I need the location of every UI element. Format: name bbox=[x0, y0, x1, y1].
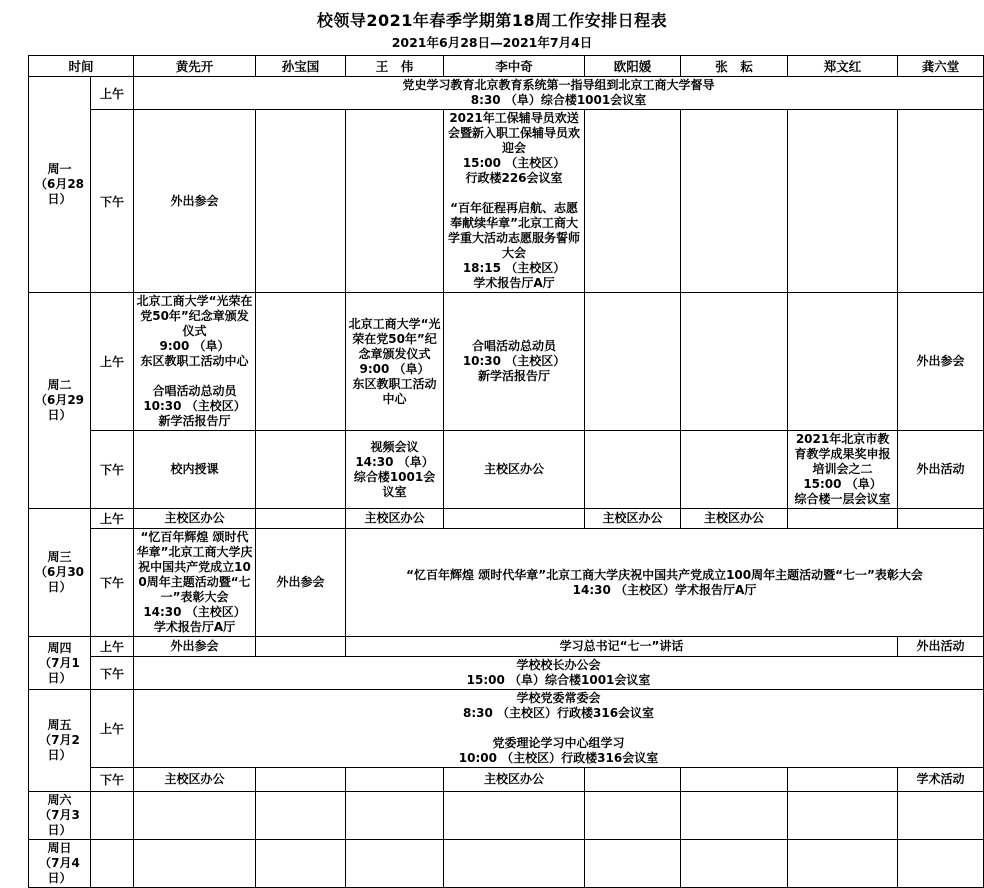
schedule-cell: “忆百年辉煌 颂时代华章”北京工商大学庆祝中国共产党成立100周年主题活动暨“七一”表彰大会 14:30 （主校区）学术报告厅A厅 bbox=[346, 529, 984, 637]
schedule-cell bbox=[788, 293, 898, 431]
schedule-cell bbox=[444, 509, 585, 529]
schedule-cell bbox=[788, 509, 898, 529]
schedule-cell: 合唱活动总动员 10:30 （主校区） 新学活报告厅 bbox=[444, 293, 585, 431]
header-cell-leader: 王 伟 bbox=[346, 56, 444, 77]
schedule-row bbox=[29, 293, 984, 431]
schedule-row bbox=[29, 431, 984, 509]
schedule-cell: 党史学习教育北京教育系统第一指导组到北京工商大学督导 8:30 （阜）综合楼1001会议室 bbox=[134, 77, 984, 110]
schedule-cell: 外出活动 bbox=[898, 637, 984, 657]
time-of-day-cell: 下午 bbox=[91, 529, 134, 637]
schedule-cell bbox=[585, 792, 681, 840]
schedule-cell: “忆百年辉煌 颂时代华章”北京工商大学庆祝中国共产党成立100周年主题活动暨“七一”表彰大会 14:30 （主校区） 学术报告厅A厅 bbox=[134, 529, 256, 637]
schedule-cell: 主校区办公 bbox=[444, 768, 585, 792]
time-of-day-cell: 上午 bbox=[91, 690, 134, 768]
schedule-page bbox=[0, 8, 984, 885]
day-cell: 周六 （7月3日） bbox=[29, 792, 91, 840]
schedule-cell: 学习总书记“七一”讲话 bbox=[346, 637, 898, 657]
schedule-cell: 校内授课 bbox=[134, 431, 256, 509]
time-of-day-cell: 上午 bbox=[91, 509, 134, 529]
header-cell-leader: 张 耘 bbox=[681, 56, 788, 77]
time-of-day-cell: 上午 bbox=[91, 77, 134, 110]
schedule-cell bbox=[681, 792, 788, 840]
schedule-row bbox=[29, 768, 984, 792]
schedule-cell bbox=[898, 792, 984, 840]
schedule-cell: 学校党委常委会 8:30 （主校区）行政楼316会议室 党委理论学习中心组学习 10:00 （主校区）行政楼316会议室 bbox=[134, 690, 984, 768]
time-of-day-cell: 下午 bbox=[91, 110, 134, 293]
schedule-cell bbox=[134, 840, 256, 888]
schedule-cell bbox=[898, 840, 984, 888]
schedule-row bbox=[29, 657, 984, 690]
schedule-cell bbox=[681, 840, 788, 888]
schedule-cell bbox=[898, 110, 984, 293]
schedule-cell: 主校区办公 bbox=[585, 509, 681, 529]
schedule-cell bbox=[898, 509, 984, 529]
header-cell-leader: 李中奇 bbox=[444, 56, 585, 77]
day-cell: 周三 （6月30日） bbox=[29, 509, 91, 637]
schedule-cell bbox=[256, 293, 346, 431]
schedule-row bbox=[29, 77, 984, 110]
schedule-row bbox=[29, 637, 984, 657]
header-cell-leader: 孙宝国 bbox=[256, 56, 346, 77]
schedule-cell bbox=[346, 792, 444, 840]
header-cell-time: 时间 bbox=[29, 56, 134, 77]
schedule-cell bbox=[585, 840, 681, 888]
schedule-row bbox=[29, 792, 984, 840]
header-cell-leader: 欧阳媛 bbox=[585, 56, 681, 77]
schedule-cell: 外出参会 bbox=[256, 529, 346, 637]
schedule-cell bbox=[346, 768, 444, 792]
schedule-cell bbox=[256, 509, 346, 529]
schedule-cell bbox=[788, 110, 898, 293]
schedule-cell bbox=[585, 293, 681, 431]
schedule-cell bbox=[346, 110, 444, 293]
schedule-cell bbox=[681, 110, 788, 293]
schedule-cell: 主校区办公 bbox=[134, 768, 256, 792]
time-of-day-cell bbox=[91, 840, 134, 888]
schedule-cell: 2021年北京市教育教学成果奖申报培训会之二 15:00 （阜） 综合楼一层会议室 bbox=[788, 431, 898, 509]
schedule-cell bbox=[681, 768, 788, 792]
schedule-body bbox=[29, 77, 984, 888]
schedule-cell bbox=[585, 768, 681, 792]
schedule-cell bbox=[256, 792, 346, 840]
header-cell-leader: 黄先开 bbox=[134, 56, 256, 77]
schedule-row bbox=[29, 840, 984, 888]
schedule-cell bbox=[256, 110, 346, 293]
time-of-day-cell bbox=[91, 792, 134, 840]
schedule-cell bbox=[256, 840, 346, 888]
schedule-cell: 学校校长办公会 15:00 （阜）综合楼1001会议室 bbox=[134, 657, 984, 690]
schedule-cell: 视频会议 14:30 （阜） 综合楼1001会议室 bbox=[346, 431, 444, 509]
schedule-row bbox=[29, 110, 984, 293]
schedule-cell bbox=[444, 840, 585, 888]
schedule-cell bbox=[681, 293, 788, 431]
schedule-cell bbox=[788, 768, 898, 792]
schedule-cell: 2021年工保辅导员欢送会暨新入职工保辅导员欢迎会 15:00 （主校区） 行政楼226会议室 “百年征程再启航、志愿奉献续华章”北京工商大学重大活动志愿服务誓师大会 18:15 （主校区） 学术报告厅A厅 bbox=[444, 110, 585, 293]
schedule-cell: 主校区办公 bbox=[444, 431, 585, 509]
day-cell: 周五 （7月2日） bbox=[29, 690, 91, 792]
day-cell: 周日 （7月4日） bbox=[29, 840, 91, 888]
schedule-cell: 外出参会 bbox=[134, 110, 256, 293]
schedule-cell: 主校区办公 bbox=[681, 509, 788, 529]
day-cell: 周二 （6月29日） bbox=[29, 293, 91, 509]
header-cell-leader: 郑文红 bbox=[788, 56, 898, 77]
schedule-cell bbox=[346, 840, 444, 888]
schedule-table bbox=[28, 55, 984, 888]
schedule-row bbox=[29, 690, 984, 768]
schedule-cell bbox=[256, 637, 346, 657]
schedule-row bbox=[29, 509, 984, 529]
time-of-day-cell: 上午 bbox=[91, 637, 134, 657]
schedule-cell bbox=[444, 792, 585, 840]
schedule-cell: 主校区办公 bbox=[346, 509, 444, 529]
schedule-cell bbox=[788, 840, 898, 888]
schedule-cell: 外出参会 bbox=[134, 637, 256, 657]
schedule-row bbox=[29, 529, 984, 637]
schedule-cell: 学术活动 bbox=[898, 768, 984, 792]
schedule-cell: 外出参会 bbox=[898, 293, 984, 431]
schedule-cell: 北京工商大学“光荣在党50年”纪念章颁发仪式 9:00 （阜） 东区教职工活动中心 bbox=[346, 293, 444, 431]
header-cell-leader: 龚六堂 bbox=[898, 56, 984, 77]
time-of-day-cell: 下午 bbox=[91, 431, 134, 509]
page-title: 校领导2021年春季学期第18周工作安排日程表 bbox=[316, 11, 668, 30]
schedule-cell bbox=[134, 792, 256, 840]
time-of-day-cell: 上午 bbox=[91, 293, 134, 431]
page-subtitle: 2021年6月28日—2021年7月4日 bbox=[391, 35, 593, 50]
day-cell: 周四 （7月1日） bbox=[29, 637, 91, 690]
time-of-day-cell: 下午 bbox=[91, 657, 134, 690]
schedule-cell: 北京工商大学“光荣在党50年”纪念章颁发仪式 9:00 （阜） 东区教职工活动中心 合唱活动总动员 10:30 （主校区） 新学活报告厅 bbox=[134, 293, 256, 431]
schedule-cell bbox=[256, 431, 346, 509]
schedule-cell bbox=[788, 792, 898, 840]
schedule-cell bbox=[585, 431, 681, 509]
header-row bbox=[29, 56, 984, 77]
schedule-cell bbox=[585, 110, 681, 293]
day-cell: 周一 （6月28日） bbox=[29, 77, 91, 293]
schedule-cell bbox=[256, 768, 346, 792]
schedule-cell: 外出活动 bbox=[898, 431, 984, 509]
schedule-cell bbox=[681, 431, 788, 509]
schedule-cell: 主校区办公 bbox=[134, 509, 256, 529]
time-of-day-cell: 下午 bbox=[91, 768, 134, 792]
